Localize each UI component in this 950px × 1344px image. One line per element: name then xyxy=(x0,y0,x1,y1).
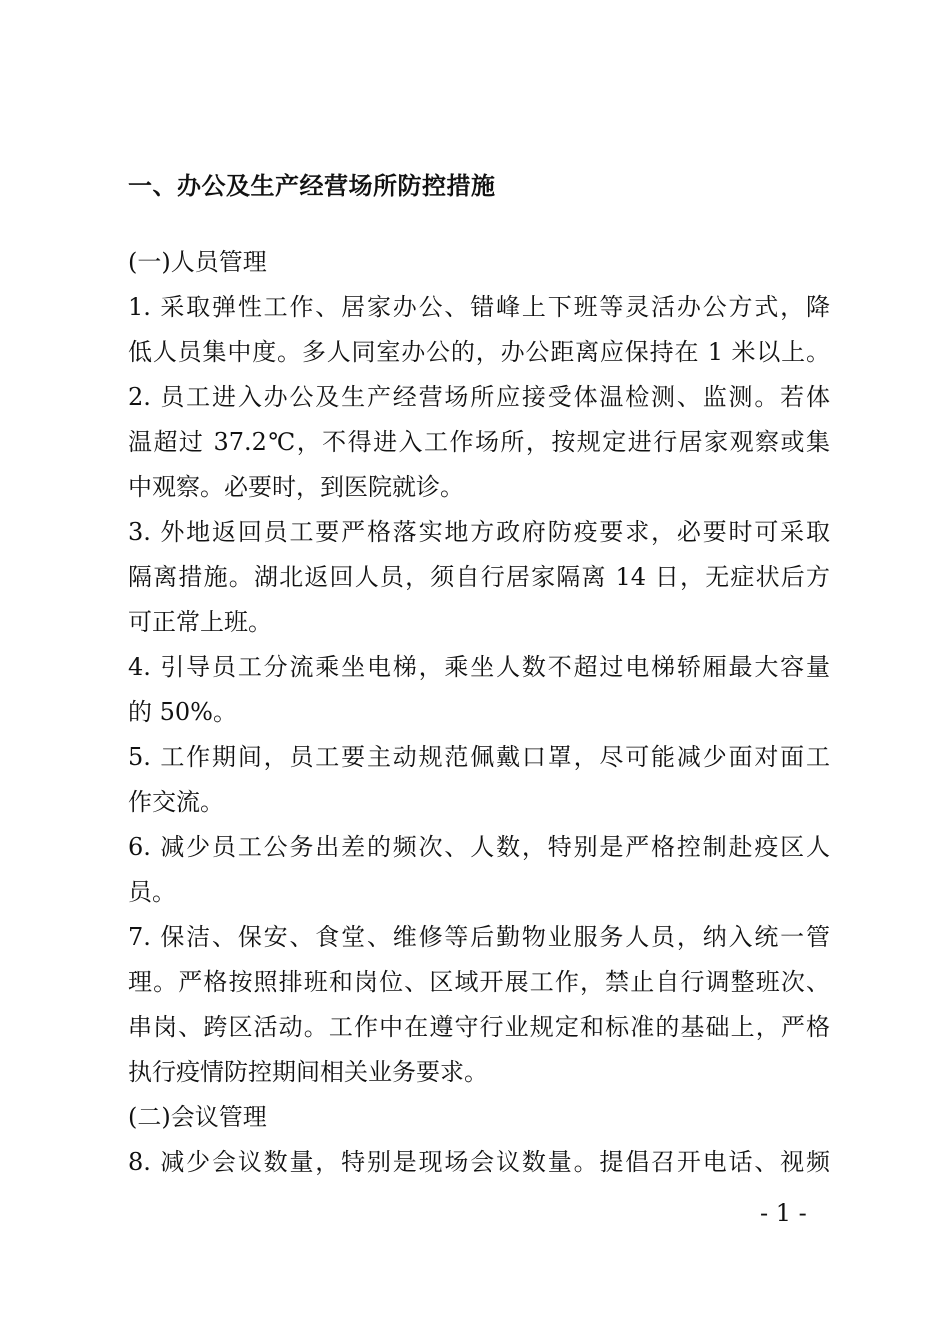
text-line: (二)会议管理 xyxy=(128,1103,267,1131)
section-heading: 一、办公及生产经营场所防控措施 xyxy=(128,172,496,200)
page-number: - 1 - xyxy=(760,1199,807,1227)
text-line: 4. 引导员工分流乘坐电梯，乘坐人数不超过电梯轿厢最大容量 xyxy=(128,653,830,681)
text-line: 温超过 37.2℃，不得进入工作场所，按规定进行居家观察或集 xyxy=(128,428,830,456)
text-line: 串岗、跨区活动。工作中在遵守行业规定和标准的基础上，严格 xyxy=(128,1013,830,1041)
text-line: 6. 减少员工公务出差的频次、人数，特别是严格控制赴疫区人 xyxy=(128,833,830,861)
body-text xyxy=(128,240,830,1185)
text-line: 可正常上班。 xyxy=(128,608,272,636)
text-line: 5. 工作期间，员工要主动规范佩戴口罩，尽可能减少面对面工 xyxy=(128,743,830,771)
text-line: 隔离措施。湖北返回人员，须自行居家隔离 14 日，无症状后方 xyxy=(128,563,830,591)
text-line: 低人员集中度。多人同室办公的，办公距离应保持在 1 米以上。 xyxy=(128,338,830,366)
text-line: 1. 采取弹性工作、居家办公、错峰上下班等灵活办公方式，降 xyxy=(128,293,830,321)
text-line: (一)人员管理 xyxy=(128,248,267,276)
text-line: 8. 减少会议数量，特别是现场会议数量。提倡召开电话、视频 xyxy=(128,1148,830,1176)
text-line: 3. 外地返回员工要严格落实地方政府防疫要求，必要时可采取 xyxy=(128,518,830,546)
text-line: 理。严格按照排班和岗位、区域开展工作，禁止自行调整班次、 xyxy=(128,968,830,996)
text-line: 作交流。 xyxy=(128,788,224,816)
text-line: 的 50%。 xyxy=(128,698,237,726)
text-line: 执行疫情防控期间相关业务要求。 xyxy=(128,1058,488,1086)
text-line: 员。 xyxy=(128,878,176,906)
text-line: 2. 员工进入办公及生产经营场所应接受体温检测、监测。若体 xyxy=(128,383,830,411)
text-line: 7. 保洁、保安、食堂、维修等后勤物业服务人员，纳入统一管 xyxy=(128,923,830,951)
text-line: 中观察。必要时，到医院就诊。 xyxy=(128,473,464,501)
